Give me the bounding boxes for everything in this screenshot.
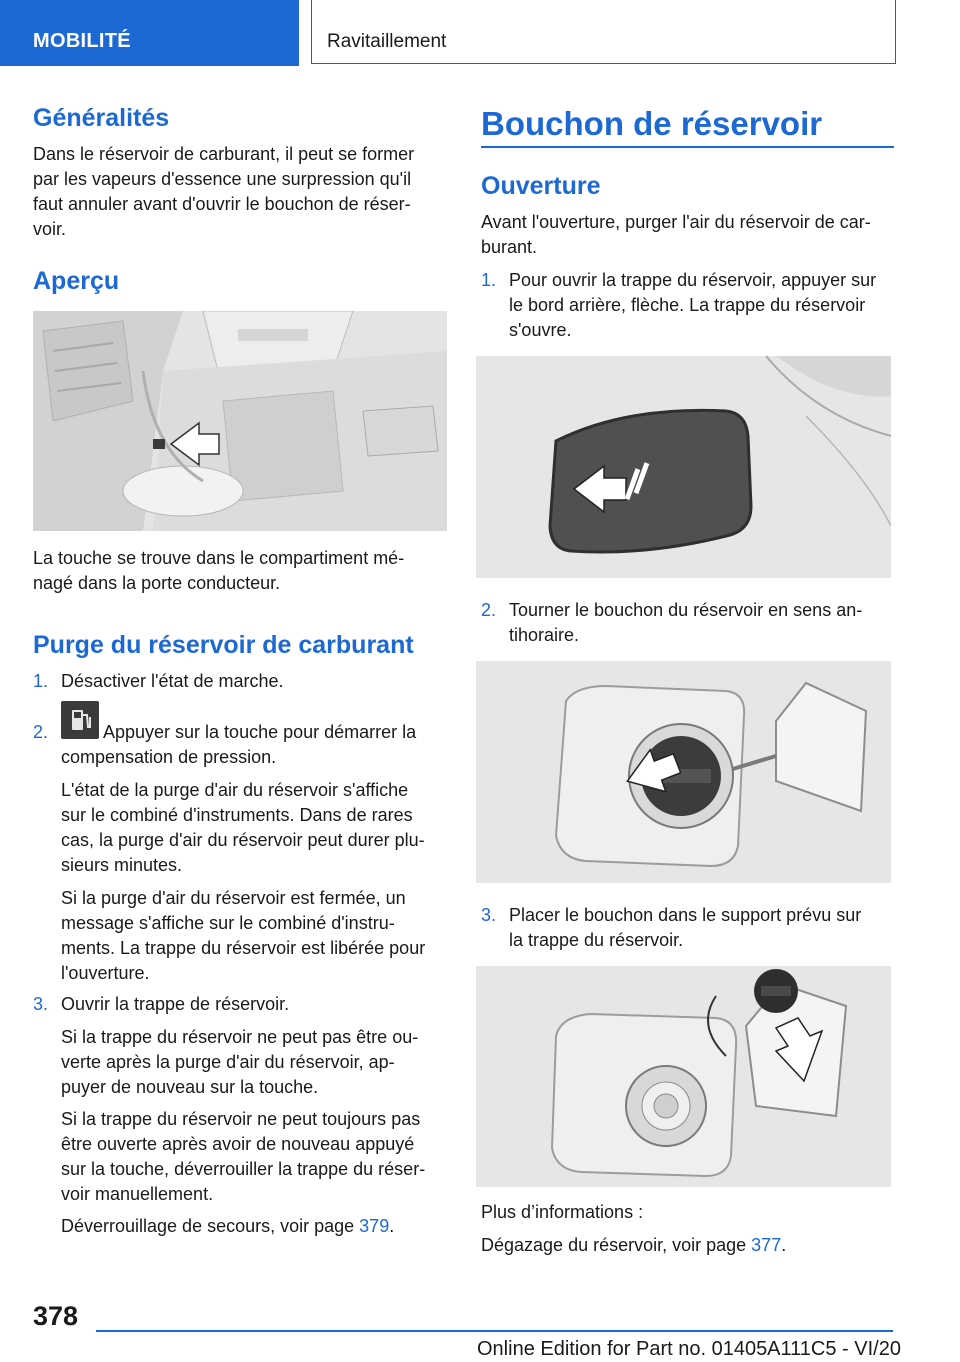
reference-emergency-unlock [61, 1214, 453, 1239]
step-1-text [61, 669, 453, 694]
heading-bouchon: Bouchon de réservoir [481, 105, 823, 142]
reference-text: Dégazage du réservoir, voir page [481, 1235, 752, 1255]
more-info-label: Plus d’informations : [481, 1202, 644, 1222]
text-line: ments. La trappe du réservoir est libérée pour [61, 938, 426, 958]
text-line: Placer le bouchon dans le support prévu sur [509, 905, 862, 925]
right-step-3-text [509, 903, 899, 953]
paragraph-intro [481, 210, 894, 260]
text-line: sur le combiné d'instruments. Dans de rares [61, 805, 413, 825]
caption-apercu [33, 546, 453, 596]
step-number: 2. [481, 600, 497, 620]
text-line: l'ouverture. [61, 963, 150, 983]
chapter-box [311, 0, 896, 64]
heading-ouverture: Ouverture [481, 172, 601, 200]
text-line: puyer de nouveau sur la touche. [61, 1077, 319, 1097]
paragraph-generalites [33, 142, 453, 242]
text-line: sieurs minutes. [61, 855, 183, 875]
text-line: Si la trappe du réservoir ne peut pas être ou- [61, 1027, 419, 1047]
right-step-1-text [509, 268, 899, 343]
text-line: burant. [481, 237, 538, 257]
step-number: 1. [481, 270, 497, 290]
text-line: Si la trappe du réservoir ne peut toujours pas [61, 1109, 421, 1129]
page-link-379[interactable]: 379 [359, 1216, 390, 1236]
reference-degazage [481, 1233, 894, 1258]
reference-text: Déverrouillage de secours, voir page [61, 1216, 360, 1236]
text-line: être ouverte après avoir de nouveau appuyé [61, 1134, 415, 1154]
section-title: MOBILITÉ [33, 30, 131, 52]
step-3-para-a [61, 1025, 453, 1100]
edition-info: Online Edition for Part no. 01405A111C5 - VI/20 [477, 1338, 901, 1360]
heading-generalites: Généralités [33, 104, 170, 132]
footer-rule [96, 1330, 893, 1332]
fuel-pump-button-icon [61, 701, 99, 739]
heading-rule [481, 146, 894, 148]
text-line: voir. [33, 219, 67, 239]
text-line: voir manuellement. [61, 1184, 214, 1204]
text-line: s'ouvre. [509, 320, 572, 340]
text-line: verte après la purge d'air du réservoir, ap- [61, 1052, 395, 1072]
reference-end: . [389, 1216, 395, 1236]
text-line: Avant l'ouverture, purger l'air du réservoir de car- [481, 212, 871, 232]
step-number: 3. [481, 905, 497, 925]
text-line: Tourner le bouchon du réservoir en sens an- [509, 600, 863, 620]
step-2-para-b [61, 886, 453, 986]
text-line: le bord arrière, flèche. La trappe du réservoir [509, 295, 866, 315]
step-number: 2. [33, 722, 49, 742]
text-line: sur la touche, déverrouiller la trappe du réser- [61, 1159, 426, 1179]
text-line: Désactiver l'état de marche. [61, 671, 284, 691]
fuel-flap-closed-image [476, 356, 891, 578]
fuel-cap-holder-image [476, 966, 891, 1187]
heading-apercu: Aperçu [33, 267, 120, 295]
page-link-377[interactable]: 377 [751, 1235, 782, 1255]
door-panel-image [33, 311, 447, 531]
fuel-button-marker [153, 439, 165, 449]
step-3-para-b [61, 1107, 453, 1207]
step-2-text-second: compensation de pression. [61, 747, 277, 767]
text-line: message s'affiche sur le combiné d'instru- [61, 913, 395, 933]
step-2-text-first: Appuyer sur la touche pour démarrer la [103, 722, 417, 742]
step-3-text [61, 992, 453, 1017]
chapter-title: Ravitaillement [327, 31, 447, 52]
fuel-cap-turn-image [476, 661, 891, 883]
section-tab [0, 0, 299, 66]
text-line: tihoraire. [509, 625, 580, 645]
reference-end: . [781, 1235, 787, 1255]
page-number: 378 [33, 1301, 79, 1331]
text-line: Dans le réservoir de carburant, il peut se former [33, 144, 415, 164]
right-step-2-text [509, 598, 899, 648]
text-line: faut annuler avant d'ouvrir le bouchon de réser- [33, 194, 411, 214]
text-line: Si la purge d'air du réservoir est fermée, un [61, 888, 406, 908]
text-line: cas, la purge d'air du réservoir peut durer plu- [61, 830, 425, 850]
step-2-para-a [61, 778, 453, 878]
step-number: 1. [33, 671, 49, 691]
text-line: nagé dans la porte conducteur. [33, 573, 281, 593]
text-line: Pour ouvrir la trappe du réservoir, appuyer sur [509, 270, 877, 290]
step-number: 3. [33, 994, 49, 1014]
text-line: Ouvrir la trappe de réservoir. [61, 994, 290, 1014]
heading-purge: Purge du réservoir de carburant [33, 631, 414, 659]
text-line: La touche se trouve dans le compartiment mé- [33, 548, 405, 568]
text-line: par les vapeurs d'essence une surpression qu'il [33, 169, 412, 189]
text-line: la trappe du réservoir. [509, 930, 684, 950]
text-line: L'état de la purge d'air du réservoir s'affiche [61, 780, 409, 800]
